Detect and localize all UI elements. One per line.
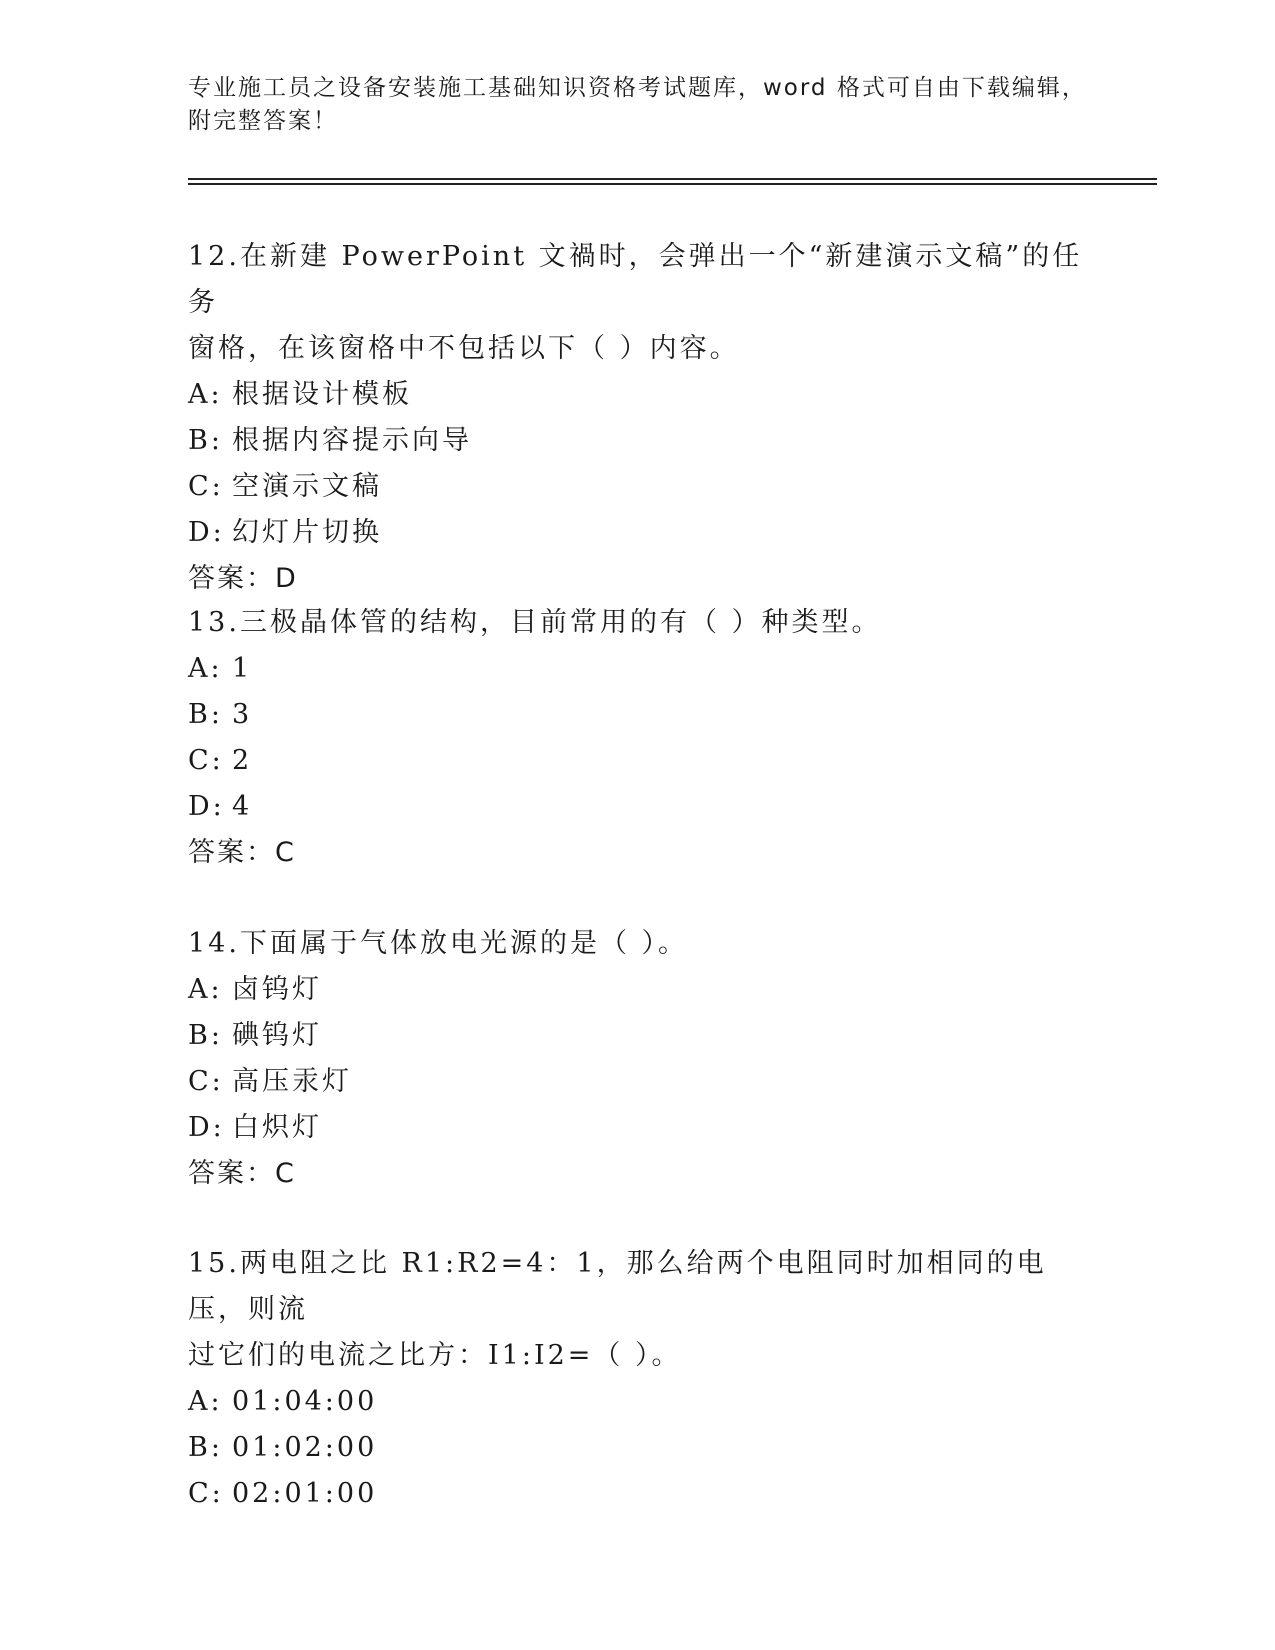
option-letter: C: xyxy=(188,1066,224,1097)
option-d xyxy=(188,784,1088,830)
question-12 xyxy=(188,234,1088,602)
question-stem-line-1: 12.在新建 PowerPoint 文禍时，会弹出一个“新建演示文稿”的任务 xyxy=(188,241,1083,318)
option-text: 幻灯片切换 xyxy=(232,517,382,548)
option-text: 02:01:00 xyxy=(232,1478,378,1509)
option-letter: B: xyxy=(188,425,223,456)
option-a xyxy=(188,372,1088,418)
answer-line: 答案：C xyxy=(188,1158,296,1189)
option-letter: A: xyxy=(188,1386,223,1417)
question-stem-line-1: 13.三极晶体管的结构，目前常用的有（ ）种类型。 xyxy=(188,607,882,638)
option-text: 根据设计模板 xyxy=(232,379,412,410)
option-letter: C: xyxy=(188,745,224,776)
option-text: 2 xyxy=(232,745,253,776)
question-13 xyxy=(188,600,1088,876)
header-line-1: 专业施工员之设备安装施工基础知识资格考试题库，word 格式可自由下载编辑， xyxy=(188,75,1087,101)
option-text: 4 xyxy=(232,791,253,822)
question-15 xyxy=(188,1241,1088,1517)
option-c xyxy=(188,1059,1088,1105)
option-letter: A: xyxy=(188,653,223,684)
option-b xyxy=(188,1013,1088,1059)
option-letter: D: xyxy=(188,1112,225,1143)
question-stem-line-1: 14.下面属于气体放电光源的是（ ）。 xyxy=(188,928,689,959)
option-letter: C: xyxy=(188,1478,224,1509)
option-text: 1 xyxy=(232,653,253,684)
option-letter: A: xyxy=(188,379,223,410)
option-letter: B: xyxy=(188,1432,223,1463)
option-letter: A: xyxy=(188,974,223,1005)
option-a xyxy=(188,646,1088,692)
option-letter: B: xyxy=(188,1020,223,1051)
option-b xyxy=(188,1425,1088,1471)
option-text: 01:04:00 xyxy=(232,1386,378,1417)
option-d xyxy=(188,1105,1088,1151)
option-c xyxy=(188,738,1088,784)
option-letter: D: xyxy=(188,791,225,822)
option-letter: C: xyxy=(188,471,224,502)
option-letter: D: xyxy=(188,517,225,548)
option-d xyxy=(188,510,1088,556)
option-a xyxy=(188,1379,1088,1425)
answer-line: 答案：D xyxy=(188,563,298,594)
option-letter: B: xyxy=(188,699,223,730)
option-text: 卤钨灯 xyxy=(232,974,322,1005)
header-divider-bottom xyxy=(188,183,1157,185)
option-b xyxy=(188,692,1088,738)
option-a xyxy=(188,967,1088,1013)
header-divider-top xyxy=(188,178,1157,180)
question-stem-line-2: 过它们的电流之比方：I1:I2=（ ）。 xyxy=(188,1340,682,1371)
option-text: 3 xyxy=(232,699,253,730)
option-c xyxy=(188,464,1088,510)
question-stem-line-2: 窗格，在该窗格中不包括以下（ ）内容。 xyxy=(188,333,740,364)
option-text: 空演示文稿 xyxy=(232,471,382,502)
option-b xyxy=(188,418,1088,464)
option-text: 白炽灯 xyxy=(232,1112,322,1143)
question-14 xyxy=(188,921,1088,1197)
option-text: 碘钨灯 xyxy=(232,1020,322,1051)
document-header xyxy=(188,72,1088,138)
question-stem-line-1: 15.两电阻之比 R1:R2=4：1，那么给两个电阻同时加相同的电压，则流 xyxy=(188,1248,1047,1325)
option-text: 高压汞灯 xyxy=(232,1066,352,1097)
option-text: 根据内容提示向导 xyxy=(232,425,472,456)
answer-line: 答案：C xyxy=(188,837,296,868)
option-c xyxy=(188,1471,1088,1517)
option-text: 01:02:00 xyxy=(232,1432,378,1463)
header-line-2: 附完整答案！ xyxy=(188,108,338,134)
